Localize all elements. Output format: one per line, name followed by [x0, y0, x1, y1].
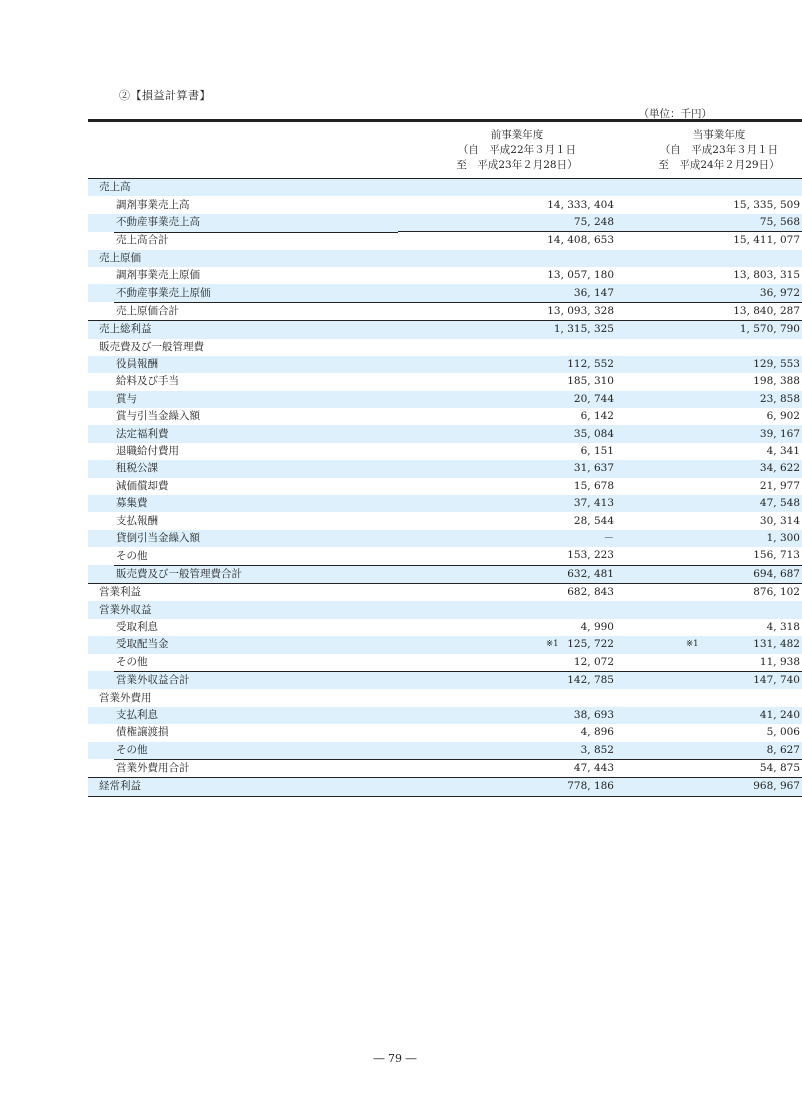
row-label: 減価償却費	[88, 478, 398, 495]
table-row	[88, 321, 802, 339]
row-label: 調剤事業売上高	[88, 196, 398, 213]
prev-period-value	[398, 250, 636, 267]
cur-period-value: 47, 548	[636, 495, 802, 512]
table-row	[88, 425, 802, 442]
table-row	[88, 373, 802, 390]
prev-period-value: 37, 413	[398, 495, 636, 512]
row-label: 経常利益	[88, 778, 398, 796]
prev-period-value: 14, 333, 404	[398, 196, 636, 213]
table-row	[88, 356, 802, 373]
row-label: その他	[88, 654, 398, 672]
cur-period-value: 129, 553	[636, 356, 802, 373]
cur-period-value: 13, 840, 287	[636, 302, 802, 320]
prev-period-value: 4, 990	[398, 619, 636, 636]
statement-heading: ②【損益計算書】	[119, 89, 211, 102]
table-header-row	[88, 121, 802, 179]
table-row	[88, 619, 802, 636]
prev-period-value	[398, 179, 636, 197]
cur-period-value: 6, 902	[636, 408, 802, 425]
table-row	[88, 707, 802, 724]
cur-period-value: 36, 972	[636, 284, 802, 302]
row-label: 不動産事業売上高	[88, 214, 398, 232]
cur-period-value: 39, 167	[636, 425, 802, 442]
row-label: その他	[88, 547, 398, 565]
prev-period-value: 185, 310	[398, 373, 636, 390]
cur-period-value: 8, 627	[636, 742, 802, 760]
table-row	[88, 759, 802, 777]
table-row	[88, 547, 802, 565]
table-row	[88, 443, 802, 460]
cur-period-value	[636, 179, 802, 197]
prev-period-value: 6, 151	[398, 443, 636, 460]
prev-period-value	[398, 636, 636, 653]
row-label: その他	[88, 742, 398, 760]
prev-period-value: 12, 072	[398, 654, 636, 672]
cur-period-value: 30, 314	[636, 512, 802, 529]
table-row	[88, 460, 802, 477]
row-label: 退職給付費用	[88, 443, 398, 460]
row-label: 支払報酬	[88, 512, 398, 529]
prev-period-value: 682, 843	[398, 583, 636, 601]
cur-period-value: 198, 388	[636, 373, 802, 390]
row-label: 営業外費用合計	[88, 759, 398, 777]
prev-period-value: 20, 744	[398, 391, 636, 408]
table-row	[88, 654, 802, 672]
row-label: 貸倒引当金繰入額	[88, 530, 398, 547]
table-row	[88, 302, 802, 320]
row-label: 賞与引当金繰入額	[88, 408, 398, 425]
prev-period-value: 3, 852	[398, 742, 636, 760]
income-statement-table	[88, 119, 802, 797]
cur-period-value	[636, 636, 802, 653]
prev-period-value: 35, 084	[398, 425, 636, 442]
cur-period-value: 1, 300	[636, 530, 802, 547]
statement-body	[88, 179, 802, 797]
cur-period-value: 694, 687	[636, 565, 802, 583]
table-row	[88, 565, 802, 583]
cur-period-value	[636, 339, 802, 356]
prev-period-to: 至 平成23年２月28日）	[456, 159, 578, 171]
table-row	[88, 583, 802, 601]
prev-period-value: 36, 147	[398, 284, 636, 302]
row-label: 営業外収益合計	[88, 671, 398, 689]
table-row	[88, 636, 802, 653]
prev-period-value: －	[398, 530, 636, 547]
prev-period-value	[398, 601, 636, 618]
row-label: 不動産事業売上原価	[88, 284, 398, 302]
row-label: 営業外費用	[88, 689, 398, 706]
prev-period-value: 13, 057, 180	[398, 267, 636, 284]
note-marker: ※1	[546, 639, 559, 650]
header-prev-period	[398, 121, 636, 179]
row-label: 賞与	[88, 391, 398, 408]
row-label: 売上原価	[88, 250, 398, 267]
table-row	[88, 530, 802, 547]
cur-period-value: 4, 341	[636, 443, 802, 460]
table-row	[88, 250, 802, 267]
prev-period-value: 47, 443	[398, 759, 636, 777]
cur-period-value: 15, 411, 077	[636, 232, 802, 250]
table-row	[88, 778, 802, 796]
table-row	[88, 689, 802, 706]
cur-period-value: 23, 858	[636, 391, 802, 408]
table-row	[88, 724, 802, 741]
cur-period-value: 34, 622	[636, 460, 802, 477]
row-label: 売上高	[88, 179, 398, 197]
prev-period-value: 4, 896	[398, 724, 636, 741]
prev-period-value: 13, 093, 328	[398, 302, 636, 320]
prev-period-value: 153, 223	[398, 547, 636, 565]
table-row	[88, 196, 802, 213]
cur-period-value: 15, 335, 509	[636, 196, 802, 213]
table-row	[88, 512, 802, 529]
row-label: 受取利息	[88, 619, 398, 636]
cur-period-value: 147, 740	[636, 671, 802, 689]
cur-period-value: 5, 006	[636, 724, 802, 741]
cur-period-value: 4, 318	[636, 619, 802, 636]
prev-period-value	[398, 689, 636, 706]
prev-period-value: 15, 678	[398, 478, 636, 495]
page-number: ― 79 ―	[373, 1052, 417, 1065]
row-label: 販売費及び一般管理費	[88, 339, 398, 356]
cur-period-value: 54, 875	[636, 759, 802, 777]
prev-period-value: 778, 186	[398, 778, 636, 796]
cur-period-value: 876, 102	[636, 583, 802, 601]
row-label: 営業利益	[88, 583, 398, 601]
row-label: 給料及び手当	[88, 373, 398, 390]
row-label: 売上総利益	[88, 321, 398, 339]
table-row	[88, 214, 802, 232]
table-row	[88, 284, 802, 302]
cur-period-value: 41, 240	[636, 707, 802, 724]
cur-period-value	[636, 689, 802, 706]
prev-period-value: 1, 315, 325	[398, 321, 636, 339]
value-text: 125, 722	[567, 638, 614, 651]
row-label: 債権譲渡損	[88, 724, 398, 741]
table-row	[88, 232, 802, 250]
prev-period-from: （自 平成22年３月１日	[457, 144, 577, 156]
prev-period-value: 14, 408, 653	[398, 232, 636, 250]
header-label-cell	[88, 121, 398, 179]
cur-period-value: 21, 977	[636, 478, 802, 495]
prev-period-value: 112, 552	[398, 356, 636, 373]
table-row	[88, 601, 802, 618]
prev-period-value	[398, 339, 636, 356]
row-label: 営業外収益	[88, 601, 398, 618]
row-label: 募集費	[88, 495, 398, 512]
row-label: 支払利息	[88, 707, 398, 724]
table-row	[88, 671, 802, 689]
cur-period-value	[636, 250, 802, 267]
row-label: 役員報酬	[88, 356, 398, 373]
cur-period-from: （自 平成23年３月１日	[659, 144, 779, 156]
table-row	[88, 179, 802, 197]
prev-period-value: 31, 637	[398, 460, 636, 477]
prev-period-value: 6, 142	[398, 408, 636, 425]
prev-period-value: 75, 248	[398, 214, 636, 232]
row-label: 売上高合計	[88, 232, 398, 250]
prev-period-title: 前事業年度	[490, 129, 544, 141]
cur-period-value: 156, 713	[636, 547, 802, 565]
table-row	[88, 478, 802, 495]
table-row	[88, 742, 802, 760]
row-label: 法定福利費	[88, 425, 398, 442]
cur-period-value: 968, 967	[636, 778, 802, 796]
table-row	[88, 339, 802, 356]
cur-period-value: 13, 803, 315	[636, 267, 802, 284]
header-cur-period	[636, 121, 802, 179]
note-marker: ※1	[686, 639, 699, 650]
table-row	[88, 495, 802, 512]
cur-period-value: 1, 570, 790	[636, 321, 802, 339]
cur-period-value: 75, 568	[636, 214, 802, 232]
prev-period-value: 632, 481	[398, 565, 636, 583]
cur-period-value: 11, 938	[636, 654, 802, 672]
table-row	[88, 391, 802, 408]
row-label: 販売費及び一般管理費合計	[88, 565, 398, 583]
cur-period-to: 至 平成24年２月29日）	[658, 159, 780, 171]
prev-period-value: 38, 693	[398, 707, 636, 724]
table-row	[88, 408, 802, 425]
table-row	[88, 267, 802, 284]
prev-period-value: 28, 544	[398, 512, 636, 529]
row-label: 租税公課	[88, 460, 398, 477]
unit-label: （単位：千円）	[638, 108, 712, 120]
row-label: 売上原価合計	[88, 302, 398, 320]
cur-period-value	[636, 601, 802, 618]
prev-period-value: 142, 785	[398, 671, 636, 689]
row-label: 受取配当金	[88, 636, 398, 653]
row-label: 調剤事業売上原価	[88, 267, 398, 284]
value-text: 131, 482	[753, 638, 800, 651]
cur-period-title: 当事業年度	[692, 129, 746, 141]
